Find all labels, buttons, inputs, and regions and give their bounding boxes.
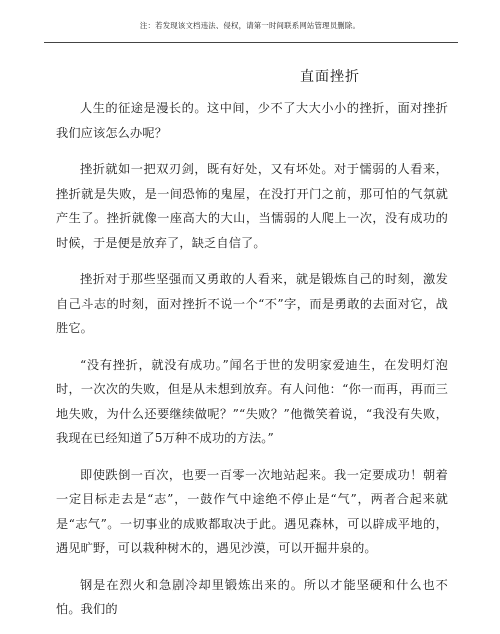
- header-divider: [44, 42, 458, 43]
- copyright-notice: 注：若发现该文档违法、侵权，请第一时间联系网站管理员删除。: [139, 21, 361, 30]
- paragraph-3: 挫折对于那些坚强而又勇敢的人看来，就是锻炼自己的时刻，激发自己斗志的时刻，面对挫折不说一个“不”字，而是勇敢的去面对它，战胜它。: [56, 272, 448, 335]
- paragraph-6: 钢是在烈火和急剧冷却里锻炼出来的。所以才能坚硬和什么也不怕。我们的: [56, 577, 448, 616]
- article-body: [56, 96, 448, 634]
- paragraph-4: “没有挫折，就没有成功。”闻名于世的发明家爱迪生，在发明灯泡时，一次次的失败，但是从未想到放弃。有人问他：“你一而再，再而三地失败，为什么还要继续做呢？”“失败？”他微笑着说，“我没有失败，我现在已经知道了5万种不成功的方法。”: [56, 357, 448, 445]
- paragraph-5: 即使跌倒一百次，也要一百零一次地站起来。我一定要成功！朝着一定目标走去是“志”，一鼓作气中途绝不停止是“气”，两者合起来就是“志气”。一切事业的成败都取决于此。遇见森林，可以辟成平地的，遇见旷野，可以栽种树木的，遇见沙漠，可以开掘井泉的。: [56, 467, 448, 555]
- document-title: 直面挫折: [300, 69, 360, 85]
- paragraph-2: 挫折就如一把双刃剑，既有好处，又有坏处。对于懦弱的人看来，挫折就是失败，是一间恐怖的鬼屋，在没打开门之前，那可怕的气氛就产生了。挫折就像一座高大的大山，当懦弱的人爬上一次，没有成功的时候，于是便是放弃了，缺乏自信了。: [56, 162, 448, 250]
- paragraph-1: 人生的征途是漫长的。这中间，少不了大大小小的挫折，面对挫折我们应该怎么办呢？: [56, 101, 448, 140]
